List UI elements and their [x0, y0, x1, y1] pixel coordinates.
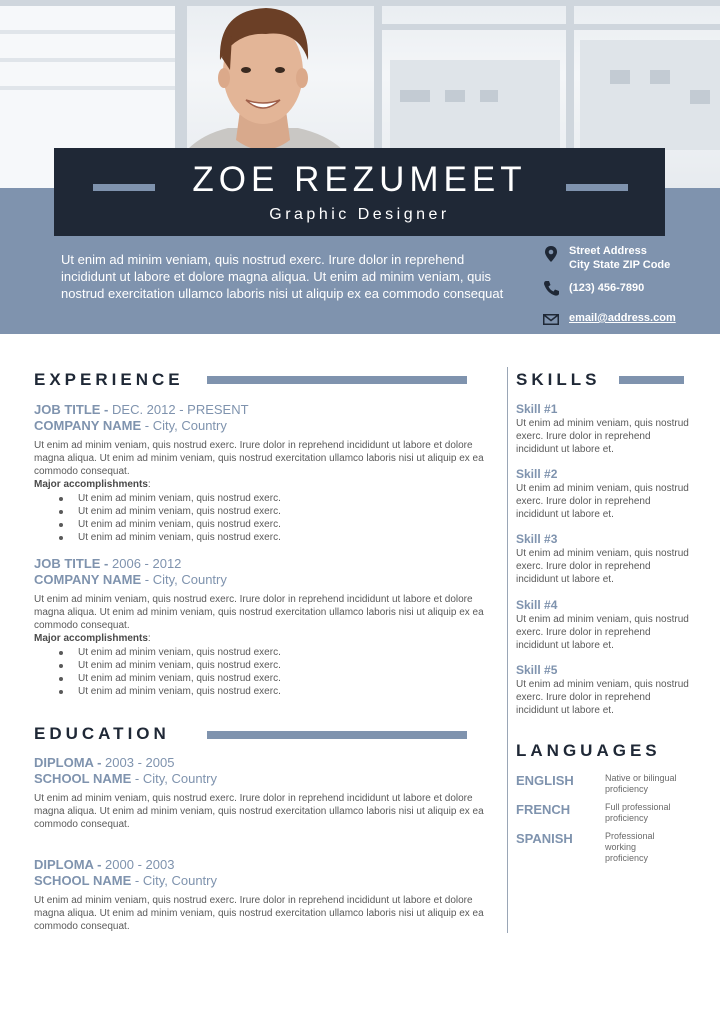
diploma-dates: 2003 - 2005 — [105, 755, 175, 770]
building-window — [690, 90, 710, 104]
skill-description: Ut enim ad minim veniam, quis nostrud exerc. Irure dolor in reprehend incididunt ut labore et. — [516, 679, 689, 716]
background-building — [390, 60, 560, 150]
building-window — [480, 90, 498, 102]
diploma-line — [34, 857, 496, 873]
company-name: COMPANY NAME — [34, 572, 142, 587]
diploma-line — [34, 755, 496, 771]
job-title-line — [34, 556, 496, 572]
skill-title: Skill #1 — [516, 402, 558, 416]
accomplishments-label: Major accomplishments: — [34, 633, 151, 644]
accomplishment-item: Ut enim ad minim veniam, quis nostrud exerc. — [34, 505, 496, 518]
school-location: - City, Country — [134, 771, 217, 786]
accomplishment-item: Ut enim ad minim veniam, quis nostrud exerc. — [34, 672, 496, 685]
window-blind — [0, 86, 175, 90]
languages-heading: LANGUAGES — [516, 741, 661, 760]
accomplishments-list — [34, 646, 496, 698]
job-entry — [34, 402, 496, 544]
diploma-title: DIPLOMA - — [34, 755, 102, 770]
diploma-title: DIPLOMA - — [34, 857, 102, 872]
email-link[interactable]: email@address.com — [569, 312, 676, 324]
phone-icon — [543, 279, 559, 297]
job-title: JOB TITLE - — [34, 402, 109, 417]
accomplishments-label: Major accomplishments: — [34, 479, 151, 490]
school-location: - City, Country — [134, 873, 217, 888]
school-name: SCHOOL NAME — [34, 873, 132, 888]
language-name: FRENCH — [516, 802, 571, 817]
skills-heading-bar — [619, 376, 684, 384]
job-dates: 2006 - 2012 — [112, 556, 182, 571]
address-line-1: Street Address — [569, 245, 647, 257]
window-blind — [0, 58, 175, 62]
diploma-dates: 2000 - 2003 — [105, 857, 175, 872]
address-line-2: City State ZIP Code — [569, 259, 671, 271]
language-level: Professional working proficiency — [605, 831, 655, 863]
accomplishment-item: Ut enim ad minim veniam, quis nostrud exerc. — [34, 492, 496, 505]
education-description: Ut enim ad minim veniam, quis nostrud exerc. Irure dolor in reprehend incididunt ut labore et dolore magna aliqua. Ut enim ad minim veniam, quis nostrud exercitation ullamco laboris nisi ut aliquip ex ea commodo consequat. — [34, 793, 484, 830]
skill-item — [516, 467, 691, 521]
language-level: Full professional proficiency — [605, 802, 671, 823]
skill-title: Skill #5 — [516, 663, 558, 677]
skill-description: Ut enim ad minim veniam, quis nostrud exerc. Irure dolor in reprehend incididunt ut labore et. — [516, 614, 689, 651]
skill-item — [516, 532, 691, 586]
education-entry — [34, 755, 496, 831]
education-heading: EDUCATION — [34, 724, 170, 743]
skill-title: Skill #3 — [516, 532, 558, 546]
school-line — [34, 873, 496, 889]
school-name: SCHOOL NAME — [34, 771, 132, 786]
accomplishment-item: Ut enim ad minim veniam, quis nostrud exerc. — [34, 646, 496, 659]
accomplishments-list — [34, 492, 496, 544]
candidate-name: ZOE REZUMEET — [192, 160, 527, 199]
language-name: ENGLISH — [516, 773, 574, 788]
job-title: JOB TITLE - — [34, 556, 109, 571]
skill-title: Skill #4 — [516, 598, 558, 612]
education-entry — [34, 857, 496, 933]
language-name: SPANISH — [516, 831, 573, 846]
skills-heading: SKILLS — [516, 370, 601, 389]
envelope-icon — [543, 310, 559, 328]
column-divider — [507, 367, 508, 933]
candidate-title: Graphic Designer — [269, 206, 450, 223]
company-line — [34, 572, 496, 588]
accomplishment-item: Ut enim ad minim veniam, quis nostrud exerc. — [34, 659, 496, 672]
job-title-line — [34, 402, 496, 418]
experience-heading-bar — [207, 376, 467, 384]
accomplishment-item: Ut enim ad minim veniam, quis nostrud exerc. — [34, 685, 496, 698]
building-window — [650, 70, 670, 84]
job-description: Ut enim ad minim veniam, quis nostrud exerc. Irure dolor in reprehend incididunt ut labore et dolore magna aliqua. Ut enim ad minim veniam, quis nostrud exercitation ullamco laboris nisi ut aliquip ex ea commodo consequat. — [34, 594, 484, 631]
phone-number: (123) 456-7890 — [569, 282, 645, 294]
company-location: - City, Country — [144, 572, 227, 587]
accomplishment-item: Ut enim ad minim veniam, quis nostrud exerc. — [34, 518, 496, 531]
company-name: COMPANY NAME — [34, 418, 142, 433]
job-description: Ut enim ad minim veniam, quis nostrud exerc. Irure dolor in reprehend incididunt ut labore et dolore magna aliqua. Ut enim ad minim veniam, quis nostrud exercitation ullamco laboris nisi ut aliquip ex ea commodo consequat. — [34, 440, 484, 477]
skill-item — [516, 598, 691, 652]
job-dates: DEC. 2012 - PRESENT — [112, 402, 249, 417]
job-entry — [34, 556, 496, 698]
building-window — [445, 90, 465, 102]
skill-description: Ut enim ad minim veniam, quis nostrud exerc. Irure dolor in reprehend incididunt ut labore et. — [516, 483, 689, 520]
education-description: Ut enim ad minim veniam, quis nostrud exerc. Irure dolor in reprehend incididunt ut labore et dolore magna aliqua. Ut enim ad minim veniam, quis nostrud exercitation ullamco laboris nisi ut aliquip ex ea commodo consequat. — [34, 895, 484, 932]
building-window — [400, 90, 430, 102]
skill-description: Ut enim ad minim veniam, quis nostrud exerc. Irure dolor in reprehend incididunt ut labore et. — [516, 548, 689, 585]
window-blind — [0, 30, 175, 34]
map-pin-icon — [543, 245, 559, 263]
skill-title: Skill #2 — [516, 467, 558, 481]
language-level: Native or bilingual proficiency — [605, 773, 677, 794]
experience-heading: EXPERIENCE — [34, 370, 184, 389]
window-frame — [382, 24, 720, 30]
building-window — [610, 70, 630, 84]
skill-item — [516, 402, 691, 456]
company-line — [34, 418, 496, 434]
company-location: - City, Country — [144, 418, 227, 433]
education-heading-bar — [207, 731, 467, 739]
school-line — [34, 771, 496, 787]
skill-item — [516, 663, 691, 717]
accomplishment-item: Ut enim ad minim veniam, quis nostrud exerc. — [34, 531, 496, 544]
profile-summary: Ut enim ad minim veniam, quis nostrud exerc. Irure dolor in reprehend incididunt ut labore et dolore magna aliqua. Ut enim ad minim veniam, quis nostrud exercitation ullamco laboris nisi ut aliquip ex ea commodo consequat — [61, 252, 504, 301]
skill-description: Ut enim ad minim veniam, quis nostrud exerc. Irure dolor in reprehend incididunt ut labore et. — [516, 418, 689, 455]
